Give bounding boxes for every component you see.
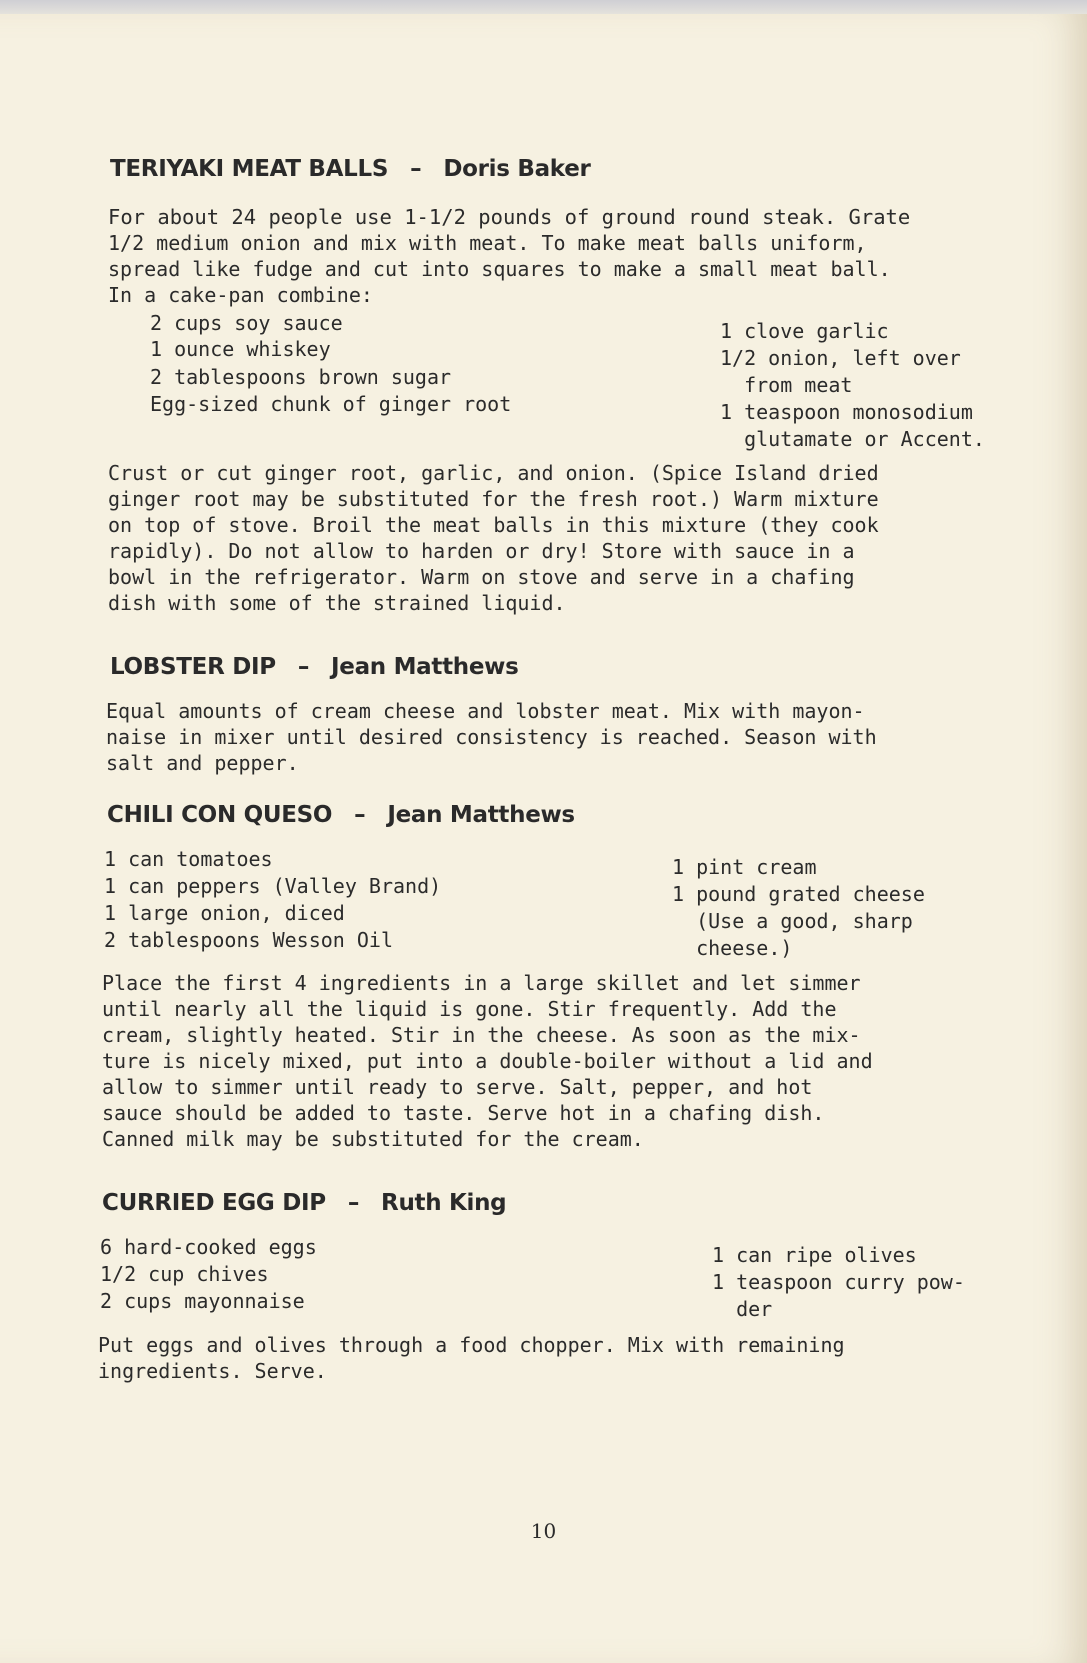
ingredient-item: 2 cups soy sauce — [150, 311, 343, 335]
recipe-title: CHILI CON QUESO — [107, 802, 333, 828]
direction-line: ingredients. Serve. — [98, 1359, 327, 1383]
direction-line: salt and pepper. — [106, 751, 299, 775]
recipe-author: Ruth King — [381, 1190, 507, 1216]
heading-dash: – — [354, 802, 366, 828]
ingredient-item: 2 tablespoons brown sugar — [150, 365, 452, 389]
ingredient-item: 1 teaspoon monosodium — [720, 400, 973, 424]
ingredient-item: glutamate or Accent. — [720, 427, 985, 451]
ingredient-item: 6 hard-cooked eggs — [100, 1235, 317, 1259]
direction-line: rapidly). Do not allow to harden or dry! Store with sauce in a — [108, 539, 855, 563]
recipe-author: Jean Matthews — [331, 654, 519, 680]
ingredient-item: 1 teaspoon curry pow- — [712, 1270, 965, 1294]
ingredient-item: Egg-sized chunk of ginger root — [150, 392, 512, 416]
ingredient-item: cheese.) — [672, 936, 793, 960]
direction-line: Equal amounts of cream cheese and lobster meat. Mix with mayon- — [106, 699, 865, 723]
intro-line: 1/2 medium onion and mix with meat. To make meat balls uniform, — [108, 231, 867, 255]
page-top-edge — [0, 0, 1087, 14]
ingredient-item: 1 clove garlic — [720, 319, 889, 343]
direction-line: until nearly all the liquid is gone. Stir frequently. Add the — [102, 997, 837, 1021]
direction-line: sauce should be added to taste. Serve hot in a chafing dish. — [102, 1101, 825, 1125]
recipe-title: LOBSTER DIP — [110, 654, 276, 680]
direction-line: allow to simmer until ready to serve. Salt, pepper, and hot — [102, 1075, 813, 1099]
recipe-heading — [110, 654, 518, 680]
recipe-heading — [110, 156, 591, 182]
ingredient-item: 1 pint cream — [672, 855, 817, 879]
intro-line: In a cake-pan combine: — [108, 283, 373, 307]
ingredient-item: 1/2 cup chives — [100, 1262, 269, 1286]
intro-line: For about 24 people use 1-1/2 pounds of ground round steak. Grate — [108, 205, 911, 229]
ingredient-item: der — [712, 1297, 773, 1321]
recipe-author: Doris Baker — [443, 156, 591, 182]
direction-line: Put eggs and olives through a food chopper. Mix with remaining — [98, 1333, 845, 1357]
ingredient-item: 1/2 onion, left over — [720, 346, 961, 370]
direction-line: dish with some of the strained liquid. — [108, 591, 566, 615]
direction-line: Place the first 4 ingredients in a large skillet and let simmer — [102, 971, 861, 995]
direction-line: bowl in the refrigerator. Warm on stove and serve in a chafing — [108, 565, 855, 589]
direction-line: ginger root may be substituted for the fresh root.) Warm mixture — [108, 487, 879, 511]
direction-line: cream, slightly heated. Stir in the cheese. As soon as the mix- — [102, 1023, 861, 1047]
page-number: 10 — [530, 1519, 557, 1543]
ingredient-item: 1 can peppers (Valley Brand) — [104, 874, 442, 898]
heading-dash: – — [297, 654, 310, 680]
cookbook-page — [0, 14, 1087, 1663]
ingredient-item: 2 cups mayonnaise — [100, 1289, 305, 1313]
recipe-heading — [102, 1190, 506, 1216]
ingredient-item: (Use a good, sharp — [672, 909, 913, 933]
recipe-heading — [107, 802, 575, 828]
direction-line: on top of stove. Broil the meat balls in this mixture (they cook — [108, 513, 879, 537]
direction-line: naise in mixer until desired consistency is reached. Season with — [106, 725, 877, 749]
direction-line: Canned milk may be substituted for the cream. — [102, 1127, 644, 1151]
ingredient-item: 1 can tomatoes — [104, 847, 273, 871]
ingredient-item: 1 ounce whiskey — [150, 337, 331, 361]
direction-line: ture is nicely mixed, put into a double-boiler without a lid and — [102, 1049, 873, 1073]
intro-line: spread like fudge and cut into squares to make a small meat ball. — [108, 257, 891, 281]
heading-dash: – — [347, 1190, 360, 1216]
ingredient-item: 2 tablespoons Wesson Oil — [104, 928, 393, 952]
recipe-title: TERIYAKI MEAT BALLS — [110, 156, 389, 182]
heading-dash: – — [410, 156, 422, 182]
recipe-title: CURRIED EGG DIP — [102, 1190, 326, 1216]
recipe-author: Jean Matthews — [387, 802, 575, 828]
ingredient-item: from meat — [720, 373, 853, 397]
ingredient-item: 1 large onion, diced — [104, 901, 345, 925]
ingredient-item: 1 can ripe olives — [712, 1243, 917, 1267]
ingredient-item: 1 pound grated cheese — [672, 882, 925, 906]
direction-line: Crust or cut ginger root, garlic, and onion. (Spice Island dried — [108, 461, 879, 485]
